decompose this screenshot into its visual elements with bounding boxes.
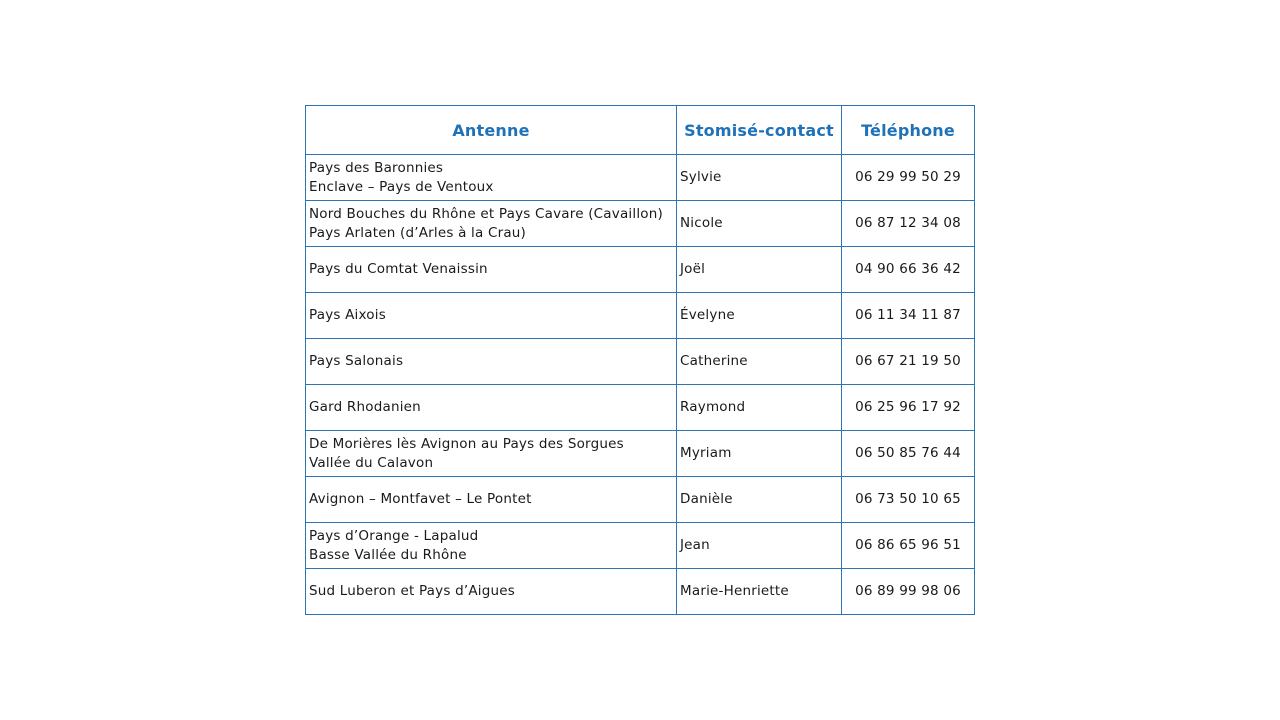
contact-cell: Danièle [677, 477, 842, 523]
antenne-line: De Morières lès Avignon au Pays des Sorgues [309, 435, 624, 452]
header-contact: Stomisé-contact [677, 106, 842, 155]
table-row [306, 385, 975, 431]
table-row [306, 201, 975, 247]
telephone-cell: 06 86 65 96 51 [842, 523, 975, 569]
telephone-cell: 06 67 21 19 50 [842, 339, 975, 385]
antenne-line: Sud Luberon et Pays d’Aigues [309, 583, 515, 599]
contact-cell: Jean [677, 523, 842, 569]
table-row [306, 569, 975, 615]
table-row [306, 247, 975, 293]
table-row [306, 477, 975, 523]
antenne-line: Gard Rhodanien [309, 399, 421, 415]
table-header [306, 106, 975, 155]
antenne-cell [306, 569, 677, 615]
antenne-line: Avignon – Montfavet – Le Pontet [309, 491, 532, 507]
antenne-line: Pays d’Orange - Lapalud [309, 527, 479, 544]
contact-cell: Sylvie [677, 155, 842, 201]
telephone-cell: 04 90 66 36 42 [842, 247, 975, 293]
antenne-line: Vallée du Calavon [309, 454, 434, 471]
antenne-cell [306, 339, 677, 385]
table-row [306, 523, 975, 569]
table-row [306, 339, 975, 385]
table-row [306, 155, 975, 201]
contacts-table [305, 105, 975, 615]
contact-cell: Évelyne [677, 293, 842, 339]
telephone-cell: 06 11 34 11 87 [842, 293, 975, 339]
antenne-line: Nord Bouches du Rhône et Pays Cavare (Cavaillon) [309, 205, 663, 222]
header-row [306, 106, 975, 155]
telephone-cell: 06 87 12 34 08 [842, 201, 975, 247]
contact-cell: Catherine [677, 339, 842, 385]
antenne-line: Pays Salonais [309, 353, 404, 369]
telephone-cell: 06 50 85 76 44 [842, 431, 975, 477]
antenne-cell [306, 201, 677, 247]
antenne-line: Pays du Comtat Venaissin [309, 261, 488, 277]
telephone-cell: 06 89 99 98 06 [842, 569, 975, 615]
antenne-line: Pays Aixois [309, 307, 386, 323]
antenne-cell [306, 385, 677, 431]
telephone-cell: 06 73 50 10 65 [842, 477, 975, 523]
header-antenne: Antenne [306, 106, 677, 155]
contact-cell: Joël [677, 247, 842, 293]
telephone-cell: 06 29 99 50 29 [842, 155, 975, 201]
header-telephone: Téléphone [842, 106, 975, 155]
telephone-cell: 06 25 96 17 92 [842, 385, 975, 431]
antenne-line: Basse Vallée du Rhône [309, 546, 467, 563]
antenne-cell [306, 247, 677, 293]
antenne-cell [306, 523, 677, 569]
antenne-cell [306, 431, 677, 477]
contact-cell: Myriam [677, 431, 842, 477]
contact-cell: Marie-Henriette [677, 569, 842, 615]
table-row [306, 431, 975, 477]
table-body [306, 155, 975, 615]
contact-cell: Raymond [677, 385, 842, 431]
table-row [306, 293, 975, 339]
antenne-line: Enclave – Pays de Ventoux [309, 178, 494, 195]
antenne-cell [306, 293, 677, 339]
antenne-line: Pays Arlaten (d’Arles à la Crau) [309, 224, 527, 241]
antenne-cell [306, 477, 677, 523]
contact-cell: Nicole [677, 201, 842, 247]
antenne-line: Pays des Baronnies [309, 159, 444, 176]
antenne-cell [306, 155, 677, 201]
